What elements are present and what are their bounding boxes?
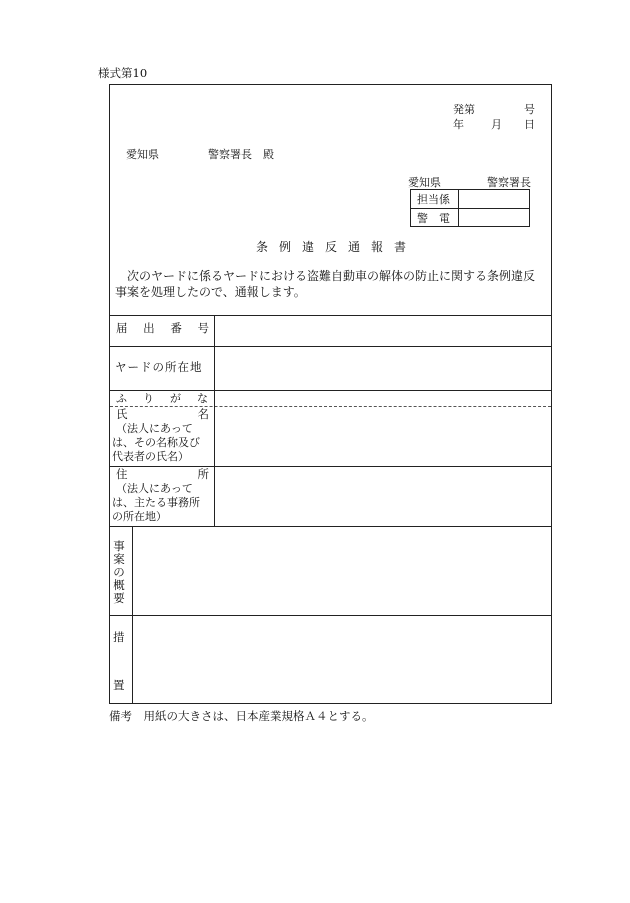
sender-chief: 警察署長 (487, 176, 531, 189)
notification-number-value[interactable] (216, 316, 550, 344)
name-note-line-3: 代表者の氏名） (112, 450, 189, 463)
furigana-value[interactable] (216, 391, 550, 405)
sender-prefecture: 愛知県 (408, 176, 441, 189)
issue-number-suffix: 号 (524, 103, 535, 116)
issue-number-prefix: 発第 (453, 103, 475, 116)
addressee-chief: 警察署長 殿 (208, 148, 274, 161)
form-number-label: 様式第10 (98, 66, 148, 80)
addressee-prefecture: 愛知県 (126, 148, 159, 161)
case-summary-label: 事 案 の 概 要 (113, 539, 125, 605)
address-note-line-1: （法人にあって (116, 482, 193, 495)
measures-value[interactable] (134, 616, 550, 702)
staff-contact-box (410, 189, 530, 227)
date-month: 月 (491, 118, 502, 131)
address-note-line-2: は、主たる事務所 (112, 496, 200, 509)
footnote-remark: 備考 用紙の大きさは、日本産業規格Ａ４とする。 (109, 709, 374, 723)
document-title: 条例違反通報書 (256, 240, 418, 254)
name-value[interactable] (216, 407, 550, 465)
column-divider-upper (214, 315, 215, 526)
date-day: 日 (524, 118, 535, 131)
police-phone-label: 警 電 (417, 212, 450, 225)
case-summary-value[interactable] (134, 527, 550, 613)
measures-label-bottom: 置 (113, 678, 125, 692)
police-phone-value[interactable] (459, 213, 529, 225)
date-year: 年 (453, 118, 464, 131)
name-note-line-1: （法人にあって (116, 422, 193, 435)
yard-location-value[interactable] (216, 347, 550, 389)
column-divider-lower (132, 526, 133, 704)
address-note-line-3: の所在地） (112, 510, 167, 523)
furigana-label: ふりがな (116, 392, 224, 405)
staff-section-value[interactable] (459, 194, 529, 206)
name-note-line-2: は、その名称及び (112, 436, 200, 449)
address-label: 住 所 (116, 467, 209, 481)
yard-location-label: ヤードの所在地 (115, 360, 203, 374)
measures-label-top: 措 (113, 630, 125, 644)
name-label: 氏 名 (116, 407, 209, 421)
report-body-text: 次のヤードに係るヤードにおける盗難自動車の解体の防止に関する条例違反事案を処理したので、通報します。 (115, 269, 536, 299)
staff-section-label: 担当係 (417, 193, 450, 206)
notification-number-label: 届 出 番 号 (116, 321, 209, 335)
address-value[interactable] (216, 467, 550, 525)
